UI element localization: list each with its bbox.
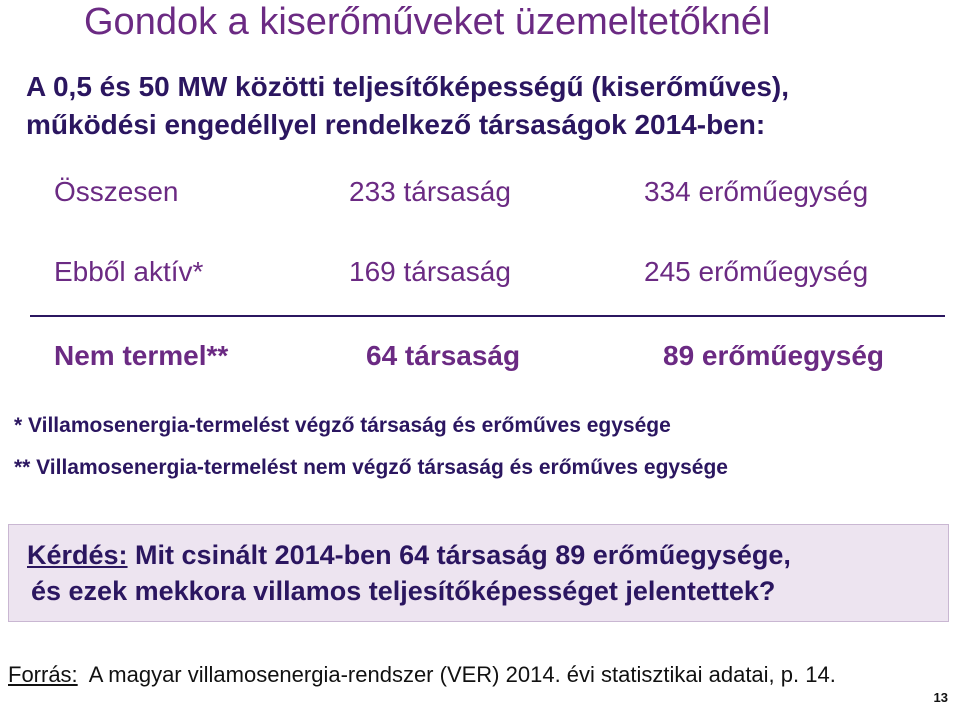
question-box — [8, 524, 949, 622]
page-title: Gondok a kiserőműveket üzemeltetőknél — [84, 1, 771, 43]
stats-row-inactive — [0, 338, 960, 374]
stats-row-total — [0, 174, 960, 210]
stats-row-active — [0, 254, 960, 290]
stats-units: 245 erőműegység — [644, 256, 869, 287]
source-line — [8, 660, 836, 690]
source-label: Forrás: — [8, 662, 78, 687]
stats-units: 334 erőműegység — [644, 176, 869, 207]
source-text: A magyar villamosenergia-rendszer (VER) 2014. évi statisztikai adatai, p. 14. — [77, 662, 836, 687]
intro-line-2: működési engedéllyel rendelkező társaságok 2014-ben: — [26, 109, 766, 140]
intro-text — [26, 68, 789, 144]
footnote-inactive: ** Villamosenergia-termelést nem végző társaság és erőműves egysége — [14, 456, 728, 479]
question-line-1 — [27, 537, 791, 573]
question-line-2: és ezek mekkora villamos teljesítőképességet jelentettek? — [31, 576, 776, 606]
page-number: 13 — [933, 690, 948, 705]
stats-companies: 64 társaság — [366, 340, 521, 371]
stats-units: 89 erőműegység — [663, 340, 884, 371]
footnote-active: * Villamosenergia-termelést végző társaság és erőműves egysége — [14, 414, 671, 437]
intro-line-1: A 0,5 és 50 MW közötti teljesítőképességű (kiserőműves), — [26, 71, 789, 102]
question-text-1: Mit csinált 2014-ben 64 társaság 89 erőműegysége, — [127, 540, 791, 570]
divider-line — [30, 315, 945, 317]
stats-companies: 233 társaság — [349, 176, 511, 207]
stats-label: Összesen — [54, 176, 179, 207]
stats-companies: 169 társaság — [349, 256, 511, 287]
stats-label: Ebből aktív* — [54, 256, 204, 287]
question-label: Kérdés: — [27, 540, 128, 570]
stats-label: Nem termel** — [54, 340, 229, 371]
